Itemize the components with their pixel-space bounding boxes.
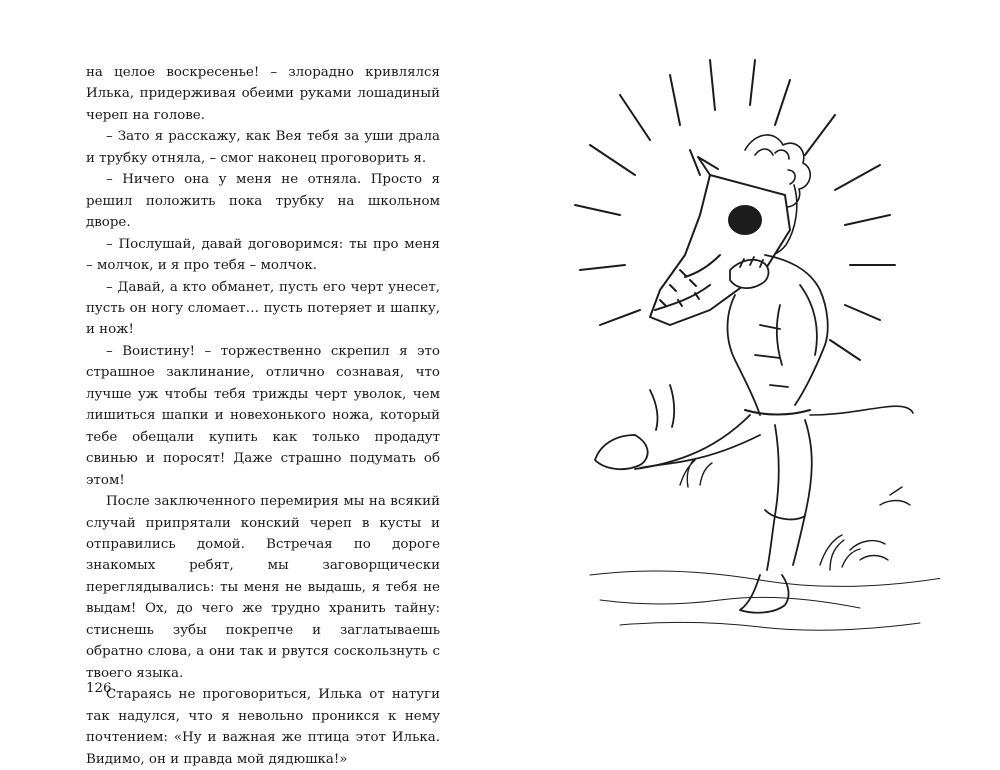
rope [810, 406, 913, 415]
paragraph: Стараясь не проговориться, Илька от натуги так надулся, что я невольно проникся к нему почтением: «Ну и важная же птица этот Илька. Видимо, он и правда мой дядюшка!» [86, 687, 440, 767]
ground [590, 459, 940, 630]
paragraph: – Зато я расскажу, как Вея тебя за уши драла и трубку отняла, – смог наконец проговорить я. [86, 129, 440, 166]
boy-with-horse-skull-illustration [560, 55, 940, 655]
page-number: 126 [86, 681, 112, 696]
paragraph: – Ничего она у меня не отняла. Просто я решил положить пока трубку на школьном дворе. [86, 172, 440, 231]
paragraph: на целое воскресенье! – злорадно кривлялся Илька, придерживая обеими руками лошадиный череп на голове. [86, 65, 440, 123]
belt [745, 410, 810, 415]
paragraph: После заключенного перемирия мы на всякий случай припрятали конский череп в кусты и отправились домой. Встречая по дороге знакомых ребят, мы заговорщически переглядывались: ты меня не выдашь, я тебя не выдам! Ох, до чего же трудно хранить тайну: стиснешь зубы покрепче и заглатываешь обратно слова, а они так и рвутся соскользнуть с твоего языка. [86, 494, 440, 681]
body-text [86, 62, 440, 770]
left-page [86, 62, 440, 767]
paragraph: – Послушай, давай договоримся: ты про меня – молчок, и я про тебя – молчок. [86, 236, 440, 274]
paragraph: – Давай, а кто обманет, пусть его черт унесет, пусть он ногу сломает… пусть потеряет и шапку, и нож! [86, 279, 440, 338]
paragraph: – Воистину! – торжественно скрепил я это страшное заклинание, отлично сознавая, что лучше уж чтобы тебя трижды черт уволок, чем лишиться шапки и новехонького ножа, который тебе обещали купить как только продадут свинью и поросят! Даже страшно подумать об этом! [86, 343, 440, 488]
legs [635, 385, 812, 570]
horse-skull [650, 157, 790, 325]
